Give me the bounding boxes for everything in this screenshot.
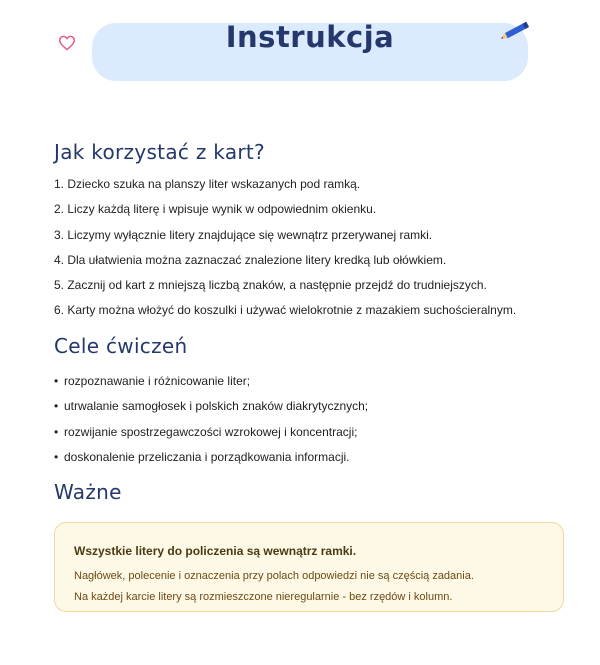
bullet: • (54, 424, 59, 439)
page-title: Instrukcja (225, 20, 395, 54)
important-note-box (54, 522, 564, 612)
note-title: Wszystkie litery do policzenia są wewnątrz ramki. (74, 544, 357, 558)
list-item: 6. Karty można włożyć do koszulki i używać wielokrotnie z mazakiem suchościeralnym. (54, 303, 517, 318)
heart-outline-icon (58, 35, 76, 51)
goals-heading: Cele ćwiczeń (54, 334, 188, 358)
list-item: 2. Liczy każdą literę i wpisuje wynik w odpowiednim okienku. (54, 202, 377, 217)
list-item: 4. Dla ułatwienia można zaznaczać znalezione litery kredką lub ołówkiem. (54, 252, 447, 267)
list-item: 5. Zacznij od kart z mniejszą liczbą znaków, a następnie przejdź do trudniejszych. (54, 278, 487, 293)
pencil-icon (499, 20, 535, 40)
note-line: Na każdej karcie litery są rozmieszczone nieregularnie - bez rzędów i kolumn. (74, 591, 453, 603)
goals-list (54, 373, 574, 474)
list-item: 1. Dziecko szuka na planszy liter wskazanych pod ramką. (54, 177, 361, 191)
list-item-text: rozpoznawanie i różnicowanie liter; (64, 374, 251, 388)
how-to-heading: Jak korzystać z kart? (54, 140, 265, 164)
list-item-text: utrwalanie samogłosek i polskich znaków diakrytycznych; (64, 399, 369, 414)
list-item (54, 373, 574, 398)
list-item: 3. Liczymy wyłącznie litery znajdujące się wewnątrz przerywanej ramki. (54, 227, 433, 242)
instruction-steps (54, 176, 574, 328)
bullet: • (54, 399, 59, 414)
list-item-text: doskonalenie przeliczania i porządkowania informacji. (64, 449, 350, 464)
note-line: Nagłówek, polecenie i oznaczenia przy polach odpowiedzi nie są częścią zadania. (74, 570, 474, 582)
list-item (54, 398, 574, 423)
bullet: • (54, 449, 59, 464)
list-item (54, 424, 574, 449)
list-item (54, 449, 574, 474)
list-item-text: rozwijanie spostrzegawczości wzrokowej i koncentracji; (64, 424, 358, 439)
bullet: • (54, 374, 59, 388)
important-heading: Ważne (54, 480, 122, 504)
